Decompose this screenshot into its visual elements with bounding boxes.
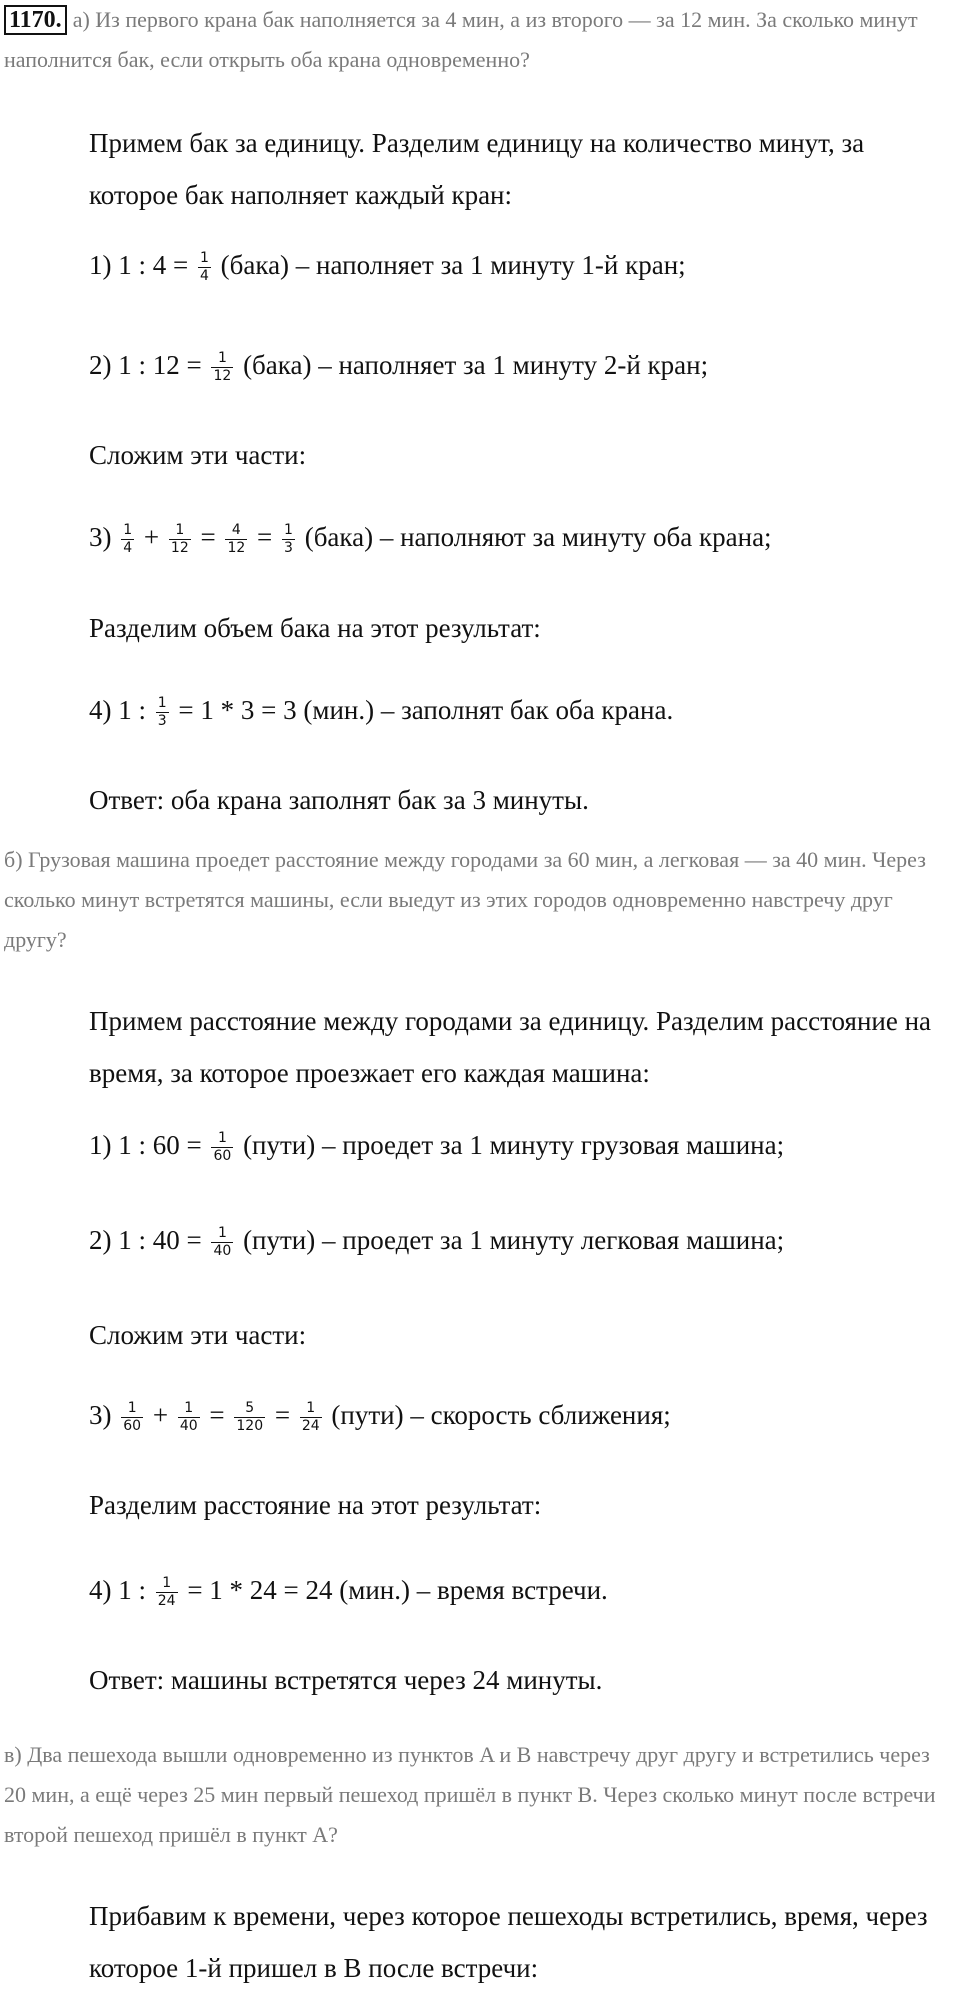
denominator: 60 [123, 1418, 142, 1435]
fraction [211, 1130, 233, 1165]
fraction [156, 695, 169, 730]
numerator: 1 [199, 250, 209, 267]
numerator: 1 [284, 522, 293, 539]
numerator: 1 [184, 1400, 194, 1417]
denominator: 24 [301, 1418, 320, 1435]
equals-sign: = [200, 522, 216, 552]
numerator: 1 [123, 522, 133, 539]
fraction [169, 522, 191, 557]
add-a: Сложим эти части: [89, 440, 307, 470]
step-a-4 [89, 695, 954, 730]
step-a-2 [89, 350, 954, 385]
fraction [211, 1225, 233, 1260]
denominator: 4 [199, 268, 209, 285]
fraction [282, 522, 295, 557]
step-pre: 3) [89, 1400, 112, 1430]
numerator: 1 [162, 1575, 172, 1592]
fraction [178, 1400, 200, 1435]
denominator: 12 [227, 540, 246, 557]
fraction [156, 1575, 178, 1610]
step-pre: 4) 1 : [89, 1575, 146, 1605]
step-b-1 [89, 1130, 954, 1165]
numerator: 1 [306, 1400, 316, 1417]
numerator: 1 [157, 695, 167, 712]
denominator: 40 [179, 1418, 198, 1435]
question-text: а) Из первого крана бак наполняется за 4 мин, а из второго — за 12 мин. За сколько минут наполнится бак, если открыть оба крана одновременно? [4, 7, 918, 72]
fraction [121, 522, 134, 557]
plus-sign: + [143, 522, 160, 552]
numerator: 4 [231, 522, 241, 539]
fraction [234, 1400, 265, 1435]
denominator: 3 [157, 713, 167, 730]
answer-a: Ответ: оба крана заполнят бак за 3 минуты. [89, 785, 589, 815]
step-b-2 [89, 1225, 954, 1260]
task-question-c: в) Два пешехода вышли одновременно из пунктов A и B навстречу друг другу и встретились через 20 мин, а ещё через 25 мин первый пешеход пришёл в пункт B. Через сколько минут после встречи второй пешеход пришёл в пункт A? [4, 1742, 936, 1847]
equals-sign: = [274, 1400, 291, 1430]
numerator: 1 [217, 350, 227, 367]
task-question-b: б) Грузовая машина проедет расстояние между городами за 60 мин, а легковая — за 40 мин. Через сколько минут встретятся машины, если выедут из этих городов одновременно навстречу друг другу? [4, 847, 926, 952]
intro-c: Прибавим к времени, через которое пешеходы встретились, время, через которое 1-й пришел в B после встречи: [89, 1901, 928, 1983]
step-pre: 1) 1 : 4 = [89, 250, 189, 280]
task-question-a [4, 0, 956, 80]
add-b: Сложим эти части: [89, 1320, 307, 1350]
divide-a: Разделим объем бака на этот результат: [89, 613, 541, 643]
intro-a: Примем бак за единицу. Разделим единицу на количество минут, за которое бак наполняет каждый кран: [89, 128, 865, 210]
fraction [121, 1400, 143, 1435]
denominator: 40 [213, 1243, 232, 1260]
denominator: 12 [213, 368, 232, 385]
step-a-3 [89, 522, 954, 557]
step-pre: 3) [89, 522, 112, 552]
fraction [198, 250, 211, 285]
denominator: 24 [157, 1593, 176, 1610]
task-number: 1170. [4, 5, 67, 35]
numerator: 1 [217, 1130, 227, 1147]
denominator: 120 [236, 1418, 264, 1435]
step-post: (пути) – проедет за 1 минуту легковая машина; [243, 1225, 785, 1255]
denominator: 60 [213, 1148, 232, 1165]
step-post: = 1 * 24 = 24 (мин.) – время встречи. [187, 1575, 608, 1605]
step-b-3 [89, 1400, 954, 1435]
step-a-1 [89, 250, 954, 285]
fraction [225, 522, 247, 557]
denominator: 4 [123, 540, 133, 557]
answer-b: Ответ: машины встретятся через 24 минуты. [89, 1665, 603, 1695]
equals-sign: = [257, 522, 273, 552]
denominator: 3 [284, 540, 293, 557]
divide-b: Разделим расстояние на этот результат: [89, 1490, 542, 1520]
numerator: 1 [217, 1225, 227, 1242]
equals-sign: = [209, 1400, 225, 1430]
step-post: (пути) – скорость сближения; [331, 1400, 671, 1430]
step-post: = 1 * 3 = 3 (мин.) – заполнят бак оба крана. [178, 695, 674, 725]
fraction [211, 350, 233, 385]
numerator: 1 [127, 1400, 137, 1417]
step-b-4 [89, 1575, 954, 1610]
step-post: (пути) – проедет за 1 минуту грузовая машина; [243, 1130, 785, 1160]
step-post: (бака) – наполняют за минуту оба крана; [304, 522, 772, 552]
plus-sign: + [152, 1400, 169, 1430]
step-pre: 4) 1 : [89, 695, 146, 725]
fraction [300, 1400, 322, 1435]
step-post: (бака) – наполняет за 1 минуту 2-й кран; [243, 350, 709, 380]
step-pre: 2) 1 : 12 = [89, 350, 202, 380]
numerator: 5 [245, 1400, 255, 1417]
step-post: (бака) – наполняет за 1 минуту 1-й кран; [220, 250, 686, 280]
intro-b: Примем расстояние между городами за единицу. Разделим расстояние на время, за которое проезжает его каждая машина: [89, 1006, 932, 1088]
numerator: 1 [175, 522, 185, 539]
denominator: 12 [170, 540, 189, 557]
step-pre: 1) 1 : 60 = [89, 1130, 202, 1160]
step-pre: 2) 1 : 40 = [89, 1225, 202, 1255]
